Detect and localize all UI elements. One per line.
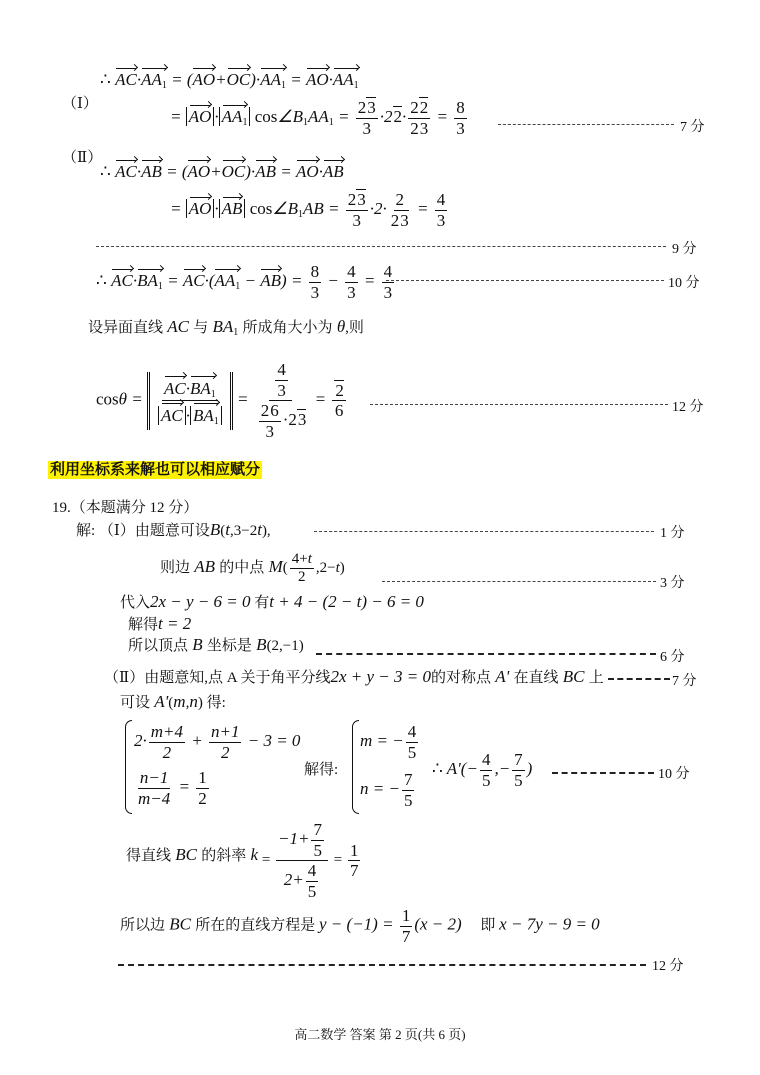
text: 的中点	[219, 560, 265, 577]
eq-ac-ab-value: = AO · AB $\cos\angle B_1AB$ = $\frac{23}{3}$ ·2· $\frac{2}{23}$ = $\frac{4}{3}$	[170, 190, 446, 230]
text: 在直线	[513, 670, 559, 686]
system-brace	[125, 720, 132, 814]
problem-header: 19.（本题满分 12 分）	[52, 500, 199, 516]
text: 代入	[120, 595, 151, 611]
p1-midpoint: 则边 AB 的中点 M( $\frac{4+t}{2}$ ,2−t)	[160, 551, 345, 586]
score-10: 10 分	[668, 276, 700, 291]
p2-statement: （Ⅱ）由题意知,点 A 关于角平分线2x + y − 3 = 0的对称点 A' 在直线 BC 上	[104, 667, 604, 686]
score-dash	[96, 246, 666, 247]
text: 即	[480, 917, 496, 934]
eq-ac-aa1-expand: ∴ $AC\cdot AA_1 = (AO+OC)\cdot AA_1 = AO\cdot AA_1$	[100, 66, 359, 91]
page-footer: 高二数学 答案 第 2 页(共 6 页)	[294, 1027, 466, 1042]
text: 可设	[120, 695, 151, 711]
p1-substitute: 代入2x − y − 6 = 0 有t + 4 − (2 − t) − 6 = 0	[120, 592, 424, 611]
text: 得:	[206, 695, 226, 711]
score-10b: 10 分	[658, 767, 690, 782]
score-dash	[386, 280, 664, 281]
text: 得直线	[126, 848, 172, 865]
text: ,则	[345, 320, 364, 336]
score-6: 6 分	[660, 650, 685, 665]
system-eq2: $\frac{n-1}{m-4}$ = $\frac{1}{2}$	[138, 768, 207, 808]
score-dash	[382, 581, 656, 582]
p1-vertex: 所以顶点 B 坐标是 B(2,−1)	[128, 635, 304, 654]
highlight-text: 利用坐标系来解也可以相应赋分	[50, 462, 261, 478]
text: 有	[254, 595, 270, 611]
solved-label: 解得:	[304, 762, 339, 778]
text: （Ⅰ）由题意可设	[98, 523, 210, 539]
eq-cos-theta: cosθ = $\frac{AC\cdot BA_1}{AC \cdot BA_1}$ = $\frac{4}{3}$ $\frac{26}{3}$ ·23 = $\frac{2}{6}$	[96, 360, 344, 441]
text: 所在的直线方程是	[195, 917, 316, 934]
slope-line: 得直线 BC 的斜率 k = −1+ $\frac{7}{5}$ 2+ $\frac{4}{5}$ = $\frac{1}{7}$	[126, 820, 359, 901]
score-7: 7 分	[680, 120, 705, 135]
solution-brace	[352, 720, 359, 814]
text: 解得	[128, 617, 159, 633]
solution-m: m = − $\frac{4}{5}$	[360, 722, 417, 762]
line-equation: 所以边 BC 所在的直线方程是 y − (−1) = $\frac{1}{7}$ (x − 2) 即 x − 7y − 9 = 0	[120, 906, 600, 946]
score-dash	[370, 404, 668, 405]
p1-solve-t: 解得t = 2	[128, 614, 192, 633]
score-dash	[498, 124, 674, 125]
text: 的对称点	[430, 670, 491, 686]
text: 所以边	[120, 917, 166, 934]
text: （Ⅱ）由题意知,点 A 关于角平分线	[104, 670, 331, 686]
score-dash	[314, 531, 654, 532]
score-dash	[118, 964, 646, 966]
eq-ac-ba1: ∴ $AC\cdot BA_1 = AC\cdot(AA_1 - AB)$ = $\frac{8}{3}$ − $\frac{4}{3}$ = $\frac{4}{3}$	[96, 262, 393, 302]
text: 上	[588, 670, 604, 686]
text: 则边	[160, 560, 191, 577]
text: 设异面直线	[88, 320, 164, 336]
score-dash	[316, 653, 656, 655]
score-1: 1 分	[660, 526, 685, 541]
text: 所成角大小为	[242, 320, 333, 336]
highlight-note	[48, 462, 262, 479]
point-a-prime: ∴ A'(− $\frac{4}{5}$ ,− $\frac{7}{5}$ )	[432, 750, 533, 790]
text: 解:	[76, 523, 96, 539]
part-label-2: （Ⅱ）	[62, 150, 103, 166]
system-eq1: 2· $\frac{m+4}{2}$ + $\frac{n+1}{2}$ − 3 = 0	[134, 722, 301, 762]
text: 与	[193, 320, 209, 336]
score-12b: 12 分	[652, 959, 684, 974]
text: 所以顶点	[128, 638, 189, 654]
score-dash	[608, 678, 670, 680]
eq-ac-aa1-value: = AO · $AA_1$ $\cos\angle B_1AA_1$ = $\frac{23}{3}$ ·22· $\frac{22}{23}$ = $\frac{8}{3}$	[170, 98, 465, 138]
text: 坐标是	[206, 638, 252, 654]
score-dash	[552, 772, 654, 774]
eq-ac-ab-expand: ∴ AC·AB = (AO+OC)·AB = AO·AB	[100, 158, 344, 182]
score-9: 9 分	[672, 242, 697, 257]
text: 的斜率	[201, 848, 247, 865]
score-3: 3 分	[660, 576, 685, 591]
p1-setup: 解: （Ⅰ）由题意可设B(t,3−2t),	[76, 520, 271, 539]
score-7b: 7 分	[672, 674, 697, 689]
p2-set-point: 可设 A'(m,n) 得:	[120, 692, 226, 711]
solution-n: n = − $\frac{7}{5}$	[360, 770, 413, 810]
angle-setup-text: 设异面直线 AC 与 $BA_1$ 所成角大小为 θ,则	[88, 317, 364, 338]
part-label-1: （Ⅰ）	[62, 96, 98, 112]
score-12: 12 分	[672, 400, 704, 415]
